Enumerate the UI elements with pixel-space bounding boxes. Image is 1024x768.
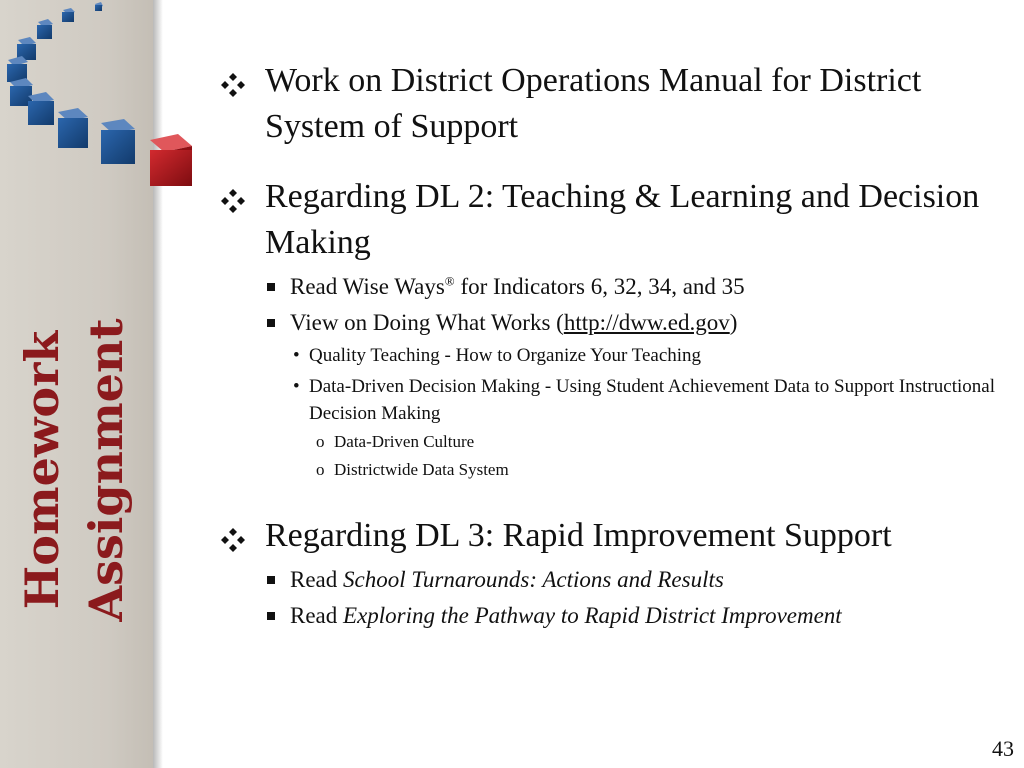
tertiary-bullet-quality-teaching — [212, 342, 1012, 369]
slide-title-line-1: Homework — [15, 330, 69, 610]
blue-cube — [7, 56, 28, 82]
bullet-text: Regarding DL 2: Teaching & Learning and Decision Making — [265, 178, 980, 261]
circle-bullet-icon: o — [316, 460, 325, 479]
blue-cube — [37, 19, 53, 39]
blue-cube — [95, 2, 103, 11]
quaternary-bullet-text: Data-Driven Culture — [334, 432, 475, 451]
dww-link[interactable]: http://dww.ed.gov — [563, 310, 730, 335]
blue-cube — [101, 119, 135, 164]
red-cube — [150, 134, 192, 186]
tertiary-bullet-text: Data-Driven Decision Making - Using Student Achievement Data to Support Instructional Decision Making — [309, 376, 995, 424]
registered-mark: ® — [444, 273, 455, 289]
quaternary-bullet-text: Districtwide Data System — [334, 460, 509, 479]
sub-bullet-school-turnarounds — [212, 565, 1012, 595]
diamond-bullet-icon — [220, 188, 246, 214]
page-number: 43 — [992, 736, 1014, 761]
circle-bullet-icon: o — [316, 432, 325, 451]
decorative-cubes — [0, 0, 210, 190]
slide-title — [10, 305, 150, 635]
square-bullet-icon — [267, 576, 275, 584]
blue-cube — [58, 108, 88, 148]
sub-bullet-text: Read — [290, 603, 344, 628]
sub-bullet-text: Read — [290, 567, 344, 592]
square-bullet-icon — [267, 319, 275, 327]
square-bullet-icon — [267, 283, 275, 291]
bullet-text: Regarding DL 3: Rapid Improvement Support — [265, 517, 892, 554]
sub-bullet-wise-ways — [212, 272, 1012, 302]
bullet-operations-manual — [212, 58, 1012, 150]
bullet-text: Work on District Operations Manual for District System of Support — [265, 62, 922, 145]
sub-bullet-text: for Indicators 6, 32, 34, and 35 — [454, 274, 745, 299]
sub-bullet-exploring-pathway — [212, 601, 1012, 631]
bullet-dl2 — [212, 174, 1012, 266]
tertiary-bullet-text: Quality Teaching - How to Organize Your Teaching — [309, 345, 702, 366]
square-bullet-icon — [267, 612, 275, 620]
blue-cube — [28, 92, 54, 125]
sub-bullet-text: Read Wise Ways — [290, 274, 445, 299]
book-title: Exploring the Pathway to Rapid District Improvement — [343, 603, 842, 628]
blue-cube — [62, 8, 75, 22]
quaternary-bullet-data-system — [212, 456, 1012, 483]
quaternary-bullet-culture — [212, 428, 1012, 455]
sub-bullet-text: ) — [729, 310, 738, 335]
dot-bullet-icon: • — [293, 376, 300, 397]
blue-cube — [17, 37, 36, 60]
sub-bullet-doing-what-works — [212, 308, 1012, 338]
diamond-bullet-icon — [220, 527, 246, 553]
bullet-dl3 — [212, 513, 1012, 559]
tertiary-bullet-data-driven — [212, 373, 1012, 427]
book-title: School Turnarounds: Actions and Results — [343, 567, 724, 592]
diamond-bullet-icon — [220, 72, 246, 98]
sub-bullet-text: View on Doing What Works ( — [290, 310, 564, 335]
slide-content — [212, 58, 1012, 631]
slide-title-line-2: Assignment — [79, 318, 133, 622]
dot-bullet-icon: • — [293, 345, 300, 366]
